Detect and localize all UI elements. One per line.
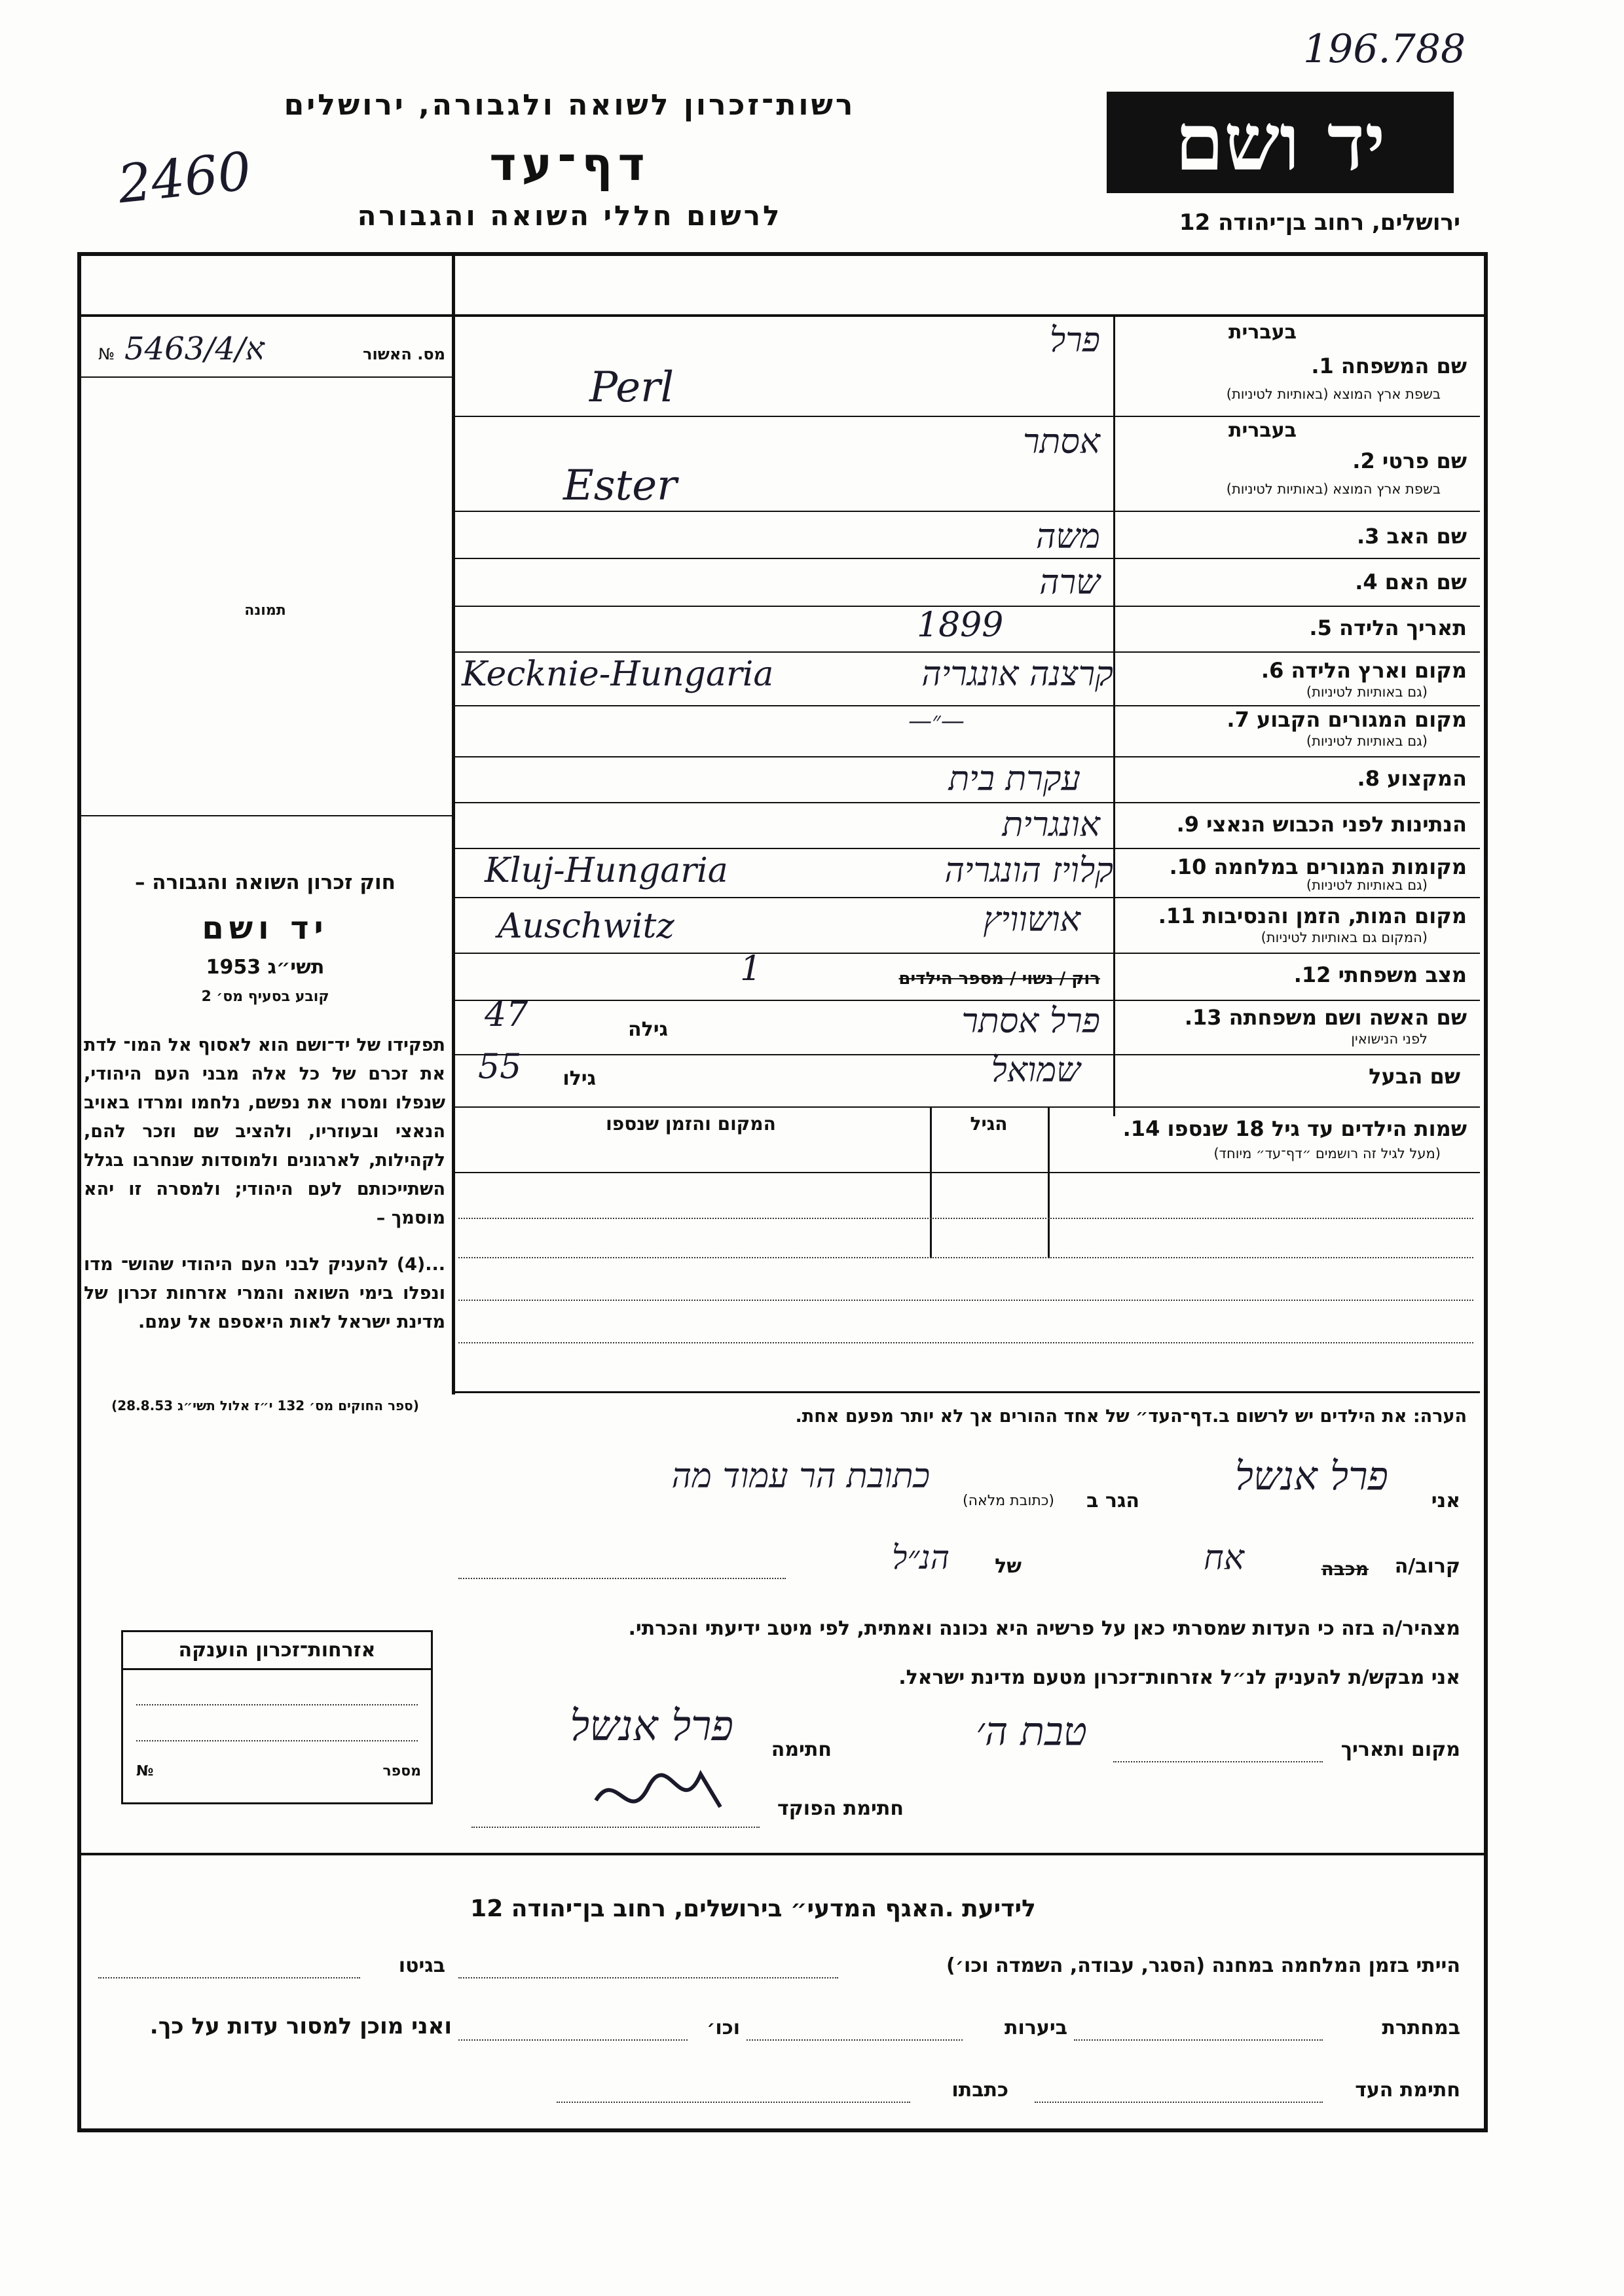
- relative-relation-value[interactable]: אח: [1204, 1539, 1244, 1578]
- relative-struck-option: מכבה: [1321, 1558, 1369, 1580]
- declarant-i-label: אני: [1431, 1489, 1460, 1512]
- birth-place-latin-value[interactable]: Kecknie-Hungaria: [462, 655, 774, 694]
- handwritten-file-number: 2460: [115, 140, 254, 215]
- footer-line1-ghetto: בגיטו: [398, 1954, 445, 1977]
- wife-name-value[interactable]: פרל אסתר: [961, 1002, 1100, 1041]
- declaration-statement: מצהיר/ה בזה כי העדות שמסרתי כאן על פרשיה היא נכונה ואמתית, לפי מיטב ידיעתי והכרתי.: [628, 1617, 1460, 1640]
- citizenship-no-label: №: [136, 1763, 154, 1779]
- authority-title: רשות־זכרון לשואה ולגבורה, ירושלים: [284, 88, 856, 122]
- wife-age-value[interactable]: 47: [485, 995, 528, 1034]
- law-text: תפקידו של יד־ושם הוא לאסוף אל המו־ לדת את זכרם של כל אלה מבני העם היהודי, שנפלו ומסרו את נפשם, נלחמו ומרדו באויב הנאצי ובעוזריו, ולהציב שם וזכר להם, לקהילות, לארגונים ולמוסדות שנחרבו בגלל השתייכותם לעם היהודי; ולמסרה זו יהא מוסמך –: [84, 1035, 445, 1228]
- field-note-family-name: בשפת ארץ המוצא (באותיות לטיניות): [1226, 386, 1441, 402]
- wartime-residence-latin-value[interactable]: Kluj-Hungaria: [485, 851, 728, 890]
- approval-no-prefix: №: [98, 345, 115, 363]
- yad-vashem-logo: יד ושם: [1107, 92, 1454, 193]
- nationality-value[interactable]: אונגרית: [1002, 805, 1100, 845]
- family-name-latin-value[interactable]: Perl: [589, 363, 674, 412]
- officer-signature-mark: [589, 1761, 733, 1833]
- law-clause: קובע בסעיף מס׳ 2: [201, 989, 329, 1005]
- field-label-marital-status: מצב משפחתי 12.: [1293, 962, 1467, 987]
- field-note-first-name: בשפת ארץ המוצא (באותיות לטיניות): [1226, 481, 1441, 497]
- form-title: דף־עד: [489, 137, 650, 191]
- signature-label: חתימה: [771, 1738, 832, 1761]
- first-name-latin-value[interactable]: Ester: [563, 462, 677, 510]
- children-section-title: שמות הילדים עד גיל 18 שנספו 14.: [1122, 1116, 1467, 1141]
- field-label-husband-name: שם הבעל: [1369, 1064, 1460, 1089]
- mother-name-value[interactable]: שרה: [1039, 563, 1100, 602]
- death-place-hebrew-value[interactable]: אושוויץ: [983, 900, 1080, 939]
- field-note-birth-place: (גם באותיות לטיניות): [1306, 684, 1428, 700]
- footer-line2-willing: ואני מוכן למסור עדות על כך.: [149, 2013, 452, 2039]
- hebrew-tag-1: בעברית: [1228, 321, 1297, 344]
- children-col-age: הגיל: [970, 1113, 1008, 1135]
- declarant-name-value[interactable]: פרל אנשל: [1234, 1453, 1388, 1499]
- field-label-first-name: שם פרטי 2.: [1352, 448, 1467, 473]
- officer-signature-label: חתימת הפוקד: [777, 1797, 904, 1820]
- field-label-wartime-residence: מקומות המגורים במלחמה 10.: [1169, 854, 1467, 879]
- law-title: חוק זכרון השואה והגבורה –: [135, 871, 396, 894]
- citizenship-number-label: מספר: [382, 1763, 421, 1779]
- footer-title: לידיעת .האגף המדעי״ בירושלים, רחוב בן־יהודה 12: [470, 1895, 1036, 1922]
- field-note-residence: (גם באותיות לטיניות): [1306, 733, 1428, 749]
- children-note-line: הערה: את הילדים יש לרשום ב.דף־העד״ של אחד ההורים אך לא יותר מפעם אחת.: [795, 1406, 1467, 1427]
- citizenship-box-title: אזרחות־זכרון הוענקה: [123, 1632, 431, 1670]
- photo-placeholder-label: תמונה: [244, 602, 286, 619]
- wartime-residence-hebrew-value[interactable]: קלויז הונגריה: [944, 851, 1113, 890]
- children-section-note: (מעל לגיל זה רושמים ״דף־עד״ מיוחד): [1213, 1146, 1441, 1161]
- field-label-mother-name: שם האם 4.: [1355, 570, 1467, 594]
- signature-value[interactable]: פרל אנשל: [570, 1702, 733, 1751]
- field-label-profession: המקצוע 8.: [1357, 766, 1467, 791]
- approval-number-row: [98, 331, 445, 370]
- hebrew-tag-2: בעברית: [1228, 419, 1297, 442]
- father-name-value[interactable]: משה: [1035, 517, 1100, 556]
- full-address-note: (כתובת מלאה): [963, 1493, 1054, 1509]
- first-name-hebrew-value[interactable]: אסתר: [1022, 422, 1100, 462]
- field-label-family-name: שם המשפחה 1.: [1311, 354, 1467, 378]
- family-name-hebrew-value[interactable]: פרל: [1049, 321, 1100, 360]
- citizenship-granted-box: [121, 1630, 433, 1804]
- declarant-address-value[interactable]: כתובת הר עמוד מה: [671, 1457, 930, 1496]
- footer-line1-camp: הייתי בזמן המלחמה במחנה (הסגר, עבודה, השמדה וכו׳): [946, 1954, 1460, 1977]
- husband-name-value[interactable]: שמואל: [991, 1051, 1080, 1090]
- approval-number-value[interactable]: א/5463/4: [124, 331, 265, 367]
- form-subtitle: לרשום חללי השואה והגבורה: [357, 200, 783, 232]
- handwritten-reference-number: 196.788: [1303, 26, 1466, 72]
- approval-number-label: מס. האשור: [363, 345, 445, 363]
- residence-value[interactable]: —״—: [908, 708, 965, 735]
- husband-age-value[interactable]: 55: [478, 1048, 522, 1087]
- field-label-nationality: הנתינות לפני הכבוש הנאצי 9.: [1176, 812, 1467, 837]
- law-text-citizenship: ...(4) להעניק לבני העם היהודי שהוש־ מדו ונפלו בימי השואה והמרי אזרחות זכרון של מדינת ישראל לאות היאספם אל עמם.: [84, 1254, 445, 1332]
- children-col-place: המקום והזמן שנספו: [606, 1113, 776, 1135]
- field-label-residence: מקום המגורים הקבוע 7.: [1227, 707, 1467, 732]
- field-note-death-place: (המקום גם באותיות לטיניות): [1261, 930, 1428, 945]
- footer-line3-address: כתבתו: [951, 2079, 1008, 2102]
- relative-label: קרוב/ה: [1394, 1555, 1460, 1578]
- marital-status-options: רוק / נשוי / מספר הילדים: [898, 969, 1100, 989]
- wife-age-label: גילה: [628, 1018, 668, 1041]
- of-value[interactable]: הנ״ל: [892, 1539, 950, 1576]
- resides-label: הגר ב: [1086, 1489, 1139, 1512]
- field-note-wartime-residence: (גם באותיות לטיניות): [1306, 877, 1428, 893]
- law-reference: (ספר החוקים מס׳ 132 י״ז אלול תשי״ג 28.8.53): [111, 1398, 419, 1413]
- birth-date-value[interactable]: 1899: [917, 606, 1004, 645]
- footer-line2-forests: ביערות: [1005, 2016, 1067, 2039]
- field-label-birth-date: תאריך הלידה 5.: [1309, 615, 1467, 640]
- field-label-wife-name: שם האשה ושם משפחתה 13.: [1184, 1005, 1467, 1030]
- footer-line3-witness-signature: חתימת העד: [1355, 2079, 1460, 2102]
- husband-age-label: גילו: [563, 1067, 596, 1090]
- field-label-father-name: שם האב 3.: [1356, 524, 1467, 549]
- profession-value[interactable]: עקרת בית: [948, 759, 1080, 799]
- institution-address: ירושלים, רחוב בן־יהודה 12: [1179, 210, 1460, 236]
- declaration-request: אני מבקש/ת להעניק לנ״ל אזרחות־זכרון מטעם מדינת ישראל.: [898, 1666, 1460, 1689]
- place-date-value[interactable]: טבת ה׳: [976, 1709, 1087, 1755]
- children-count-value[interactable]: 1: [740, 949, 762, 989]
- death-place-latin-value[interactable]: Auschwitz: [498, 907, 674, 946]
- place-date-label: מקום ותאריך: [1340, 1738, 1460, 1761]
- of-label: של: [995, 1555, 1022, 1578]
- law-name: יד ושם: [202, 910, 329, 947]
- footer-line2-underground: במחתרת: [1382, 2016, 1460, 2039]
- law-year: תשי״ג 1953: [206, 956, 325, 979]
- field-note-wife-name: לפני הנישואין: [1351, 1031, 1428, 1047]
- field-label-death-place: מקום המות, הזמן והנסיבות 11.: [1158, 903, 1467, 928]
- footer-line2-etc: וכו׳: [707, 2016, 740, 2039]
- field-label-birth-place: מקום וארץ הלידה 6.: [1261, 658, 1467, 683]
- birth-place-hebrew-value[interactable]: קרצנה אונגריה: [921, 655, 1113, 694]
